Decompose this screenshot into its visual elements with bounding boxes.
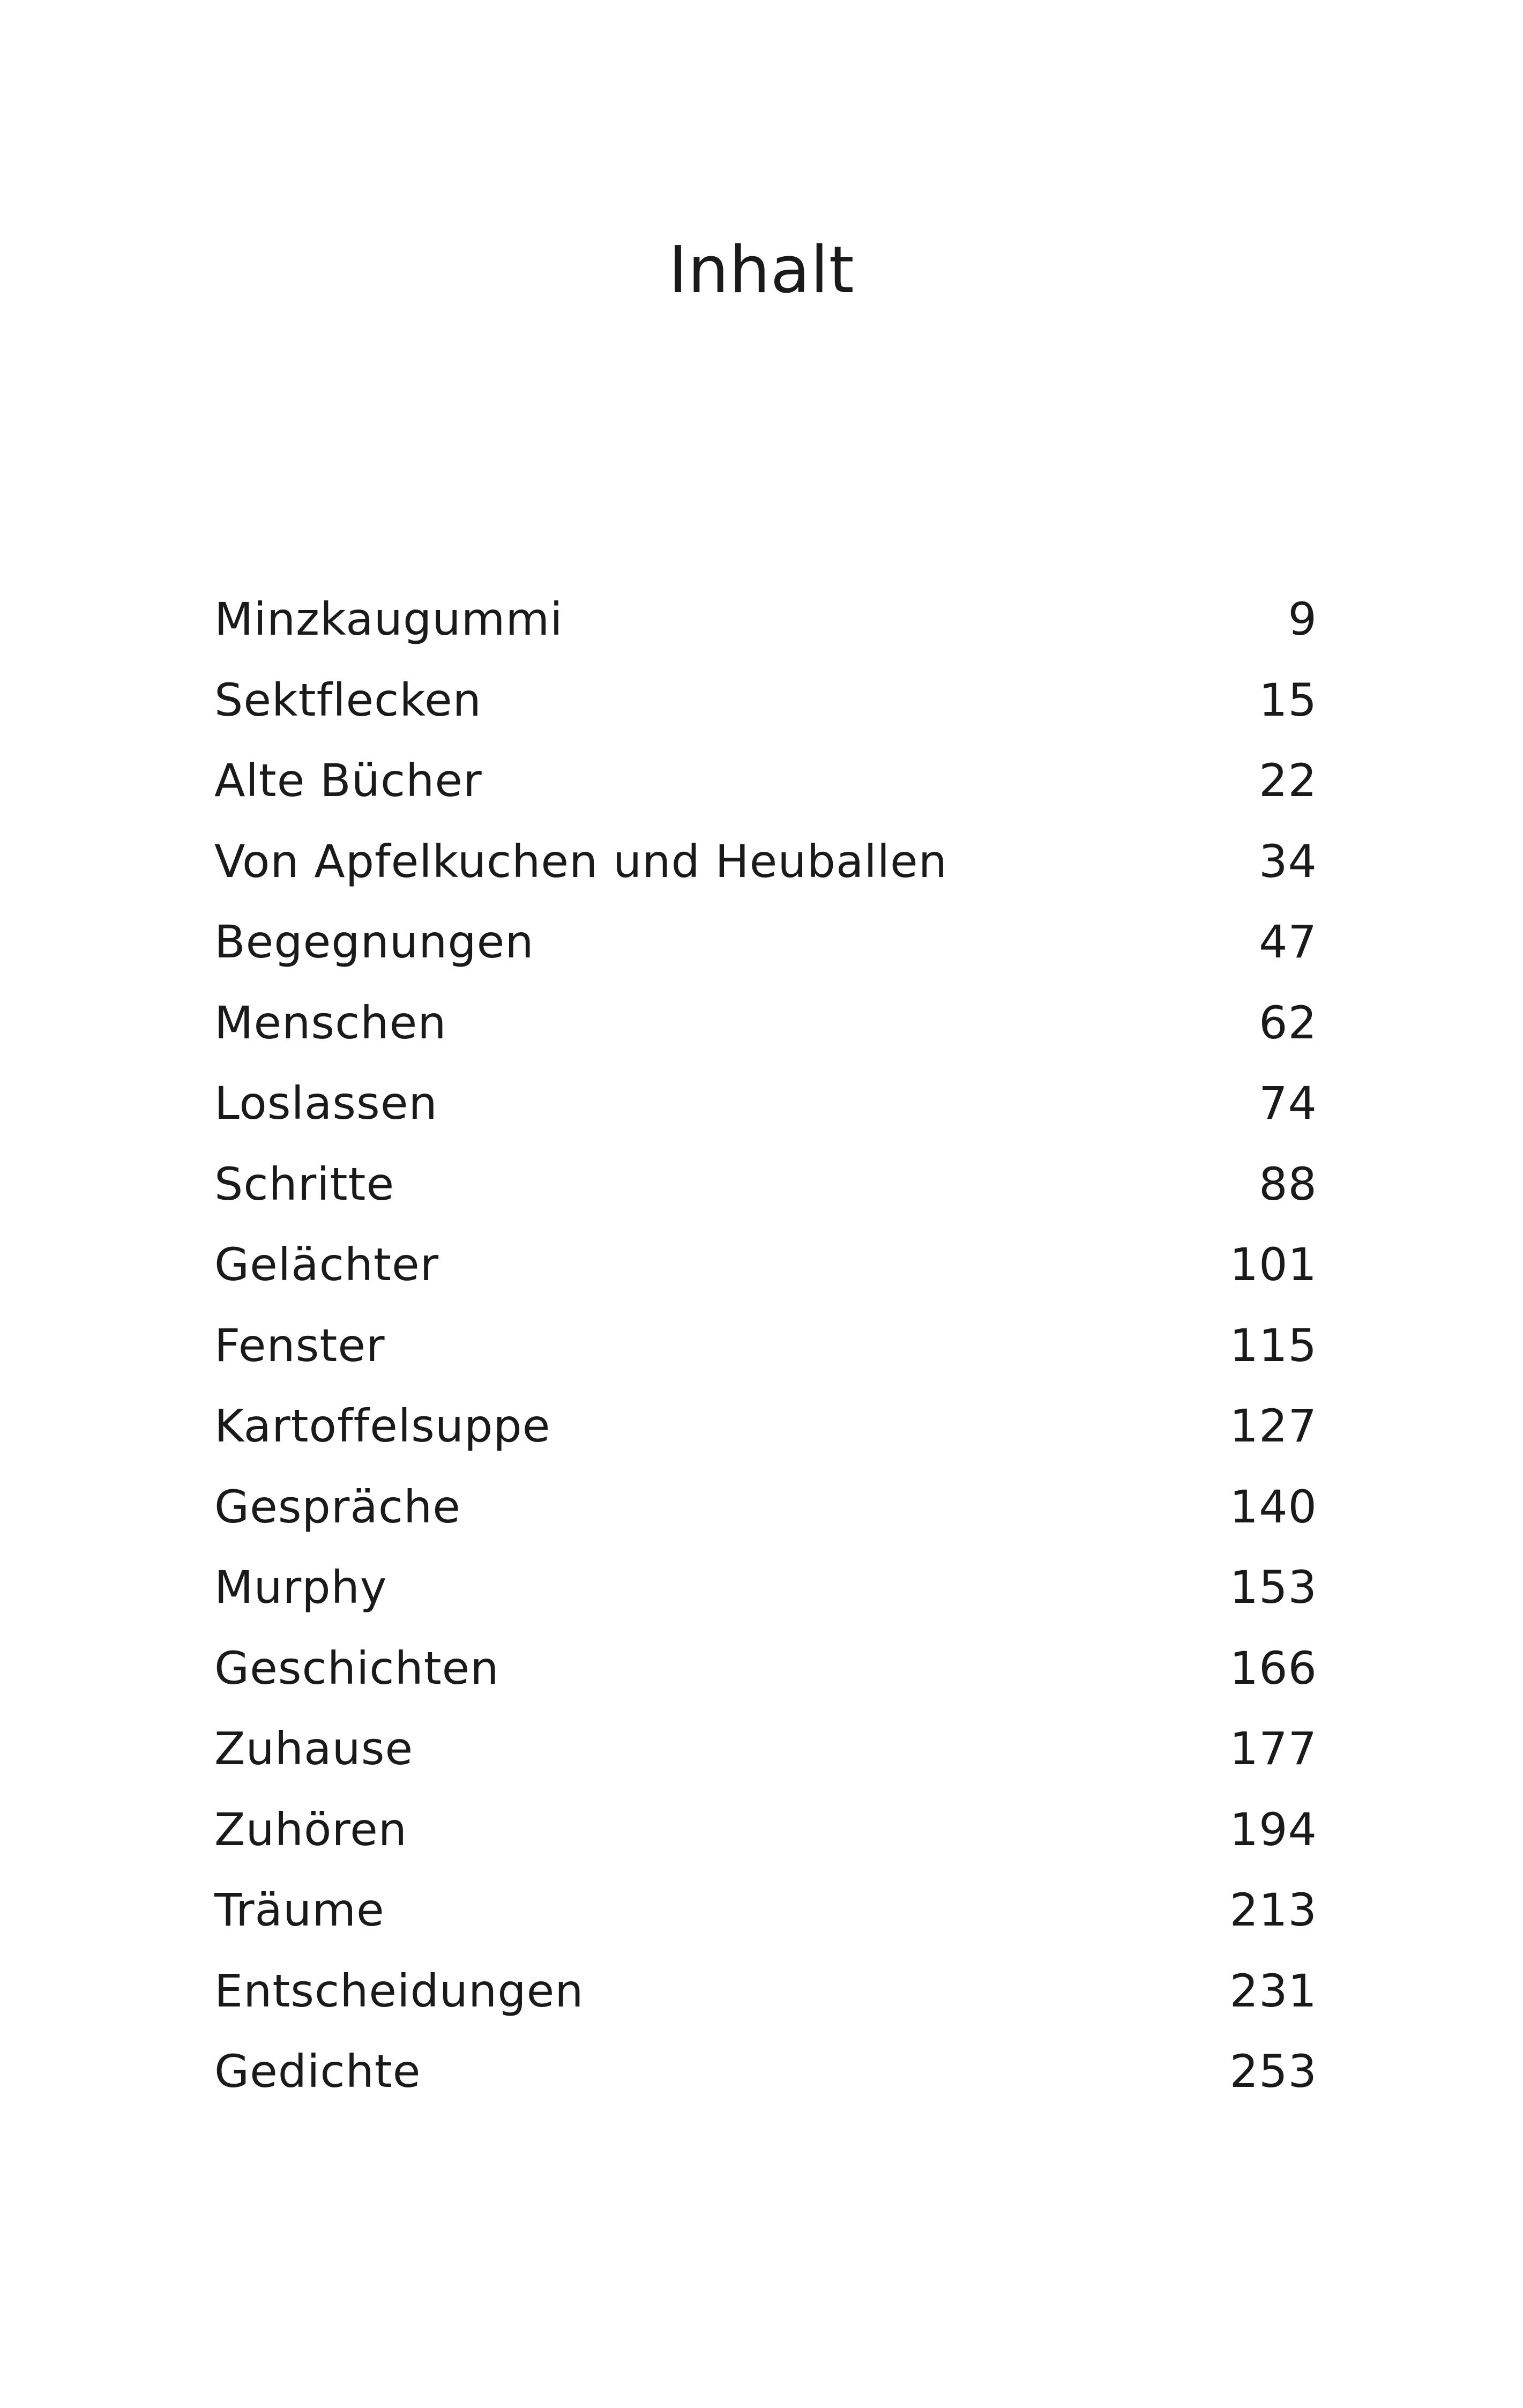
toc-entry-page-number: 231 [1229,1964,1317,2017]
toc-entry-page-number: 62 [1259,996,1317,1049]
toc-entry-page-number: 115 [1229,1319,1317,1372]
toc-entry [214,983,1317,1064]
toc-entry-page-number: 47 [1259,916,1317,968]
toc-entry-title: Fenster [214,1319,385,1372]
toc-entry-page-number: 101 [1229,1238,1317,1291]
toc-entry-page-number: 34 [1259,835,1317,888]
toc-entry [214,1305,1317,1386]
toc-entry-title: Geschichten [214,1641,499,1694]
toc-entry [214,579,1317,660]
toc-entry-title: Zuhören [214,1803,408,1856]
toc-entry-page-number: 140 [1229,1480,1317,1533]
toc-entry-page-number: 153 [1229,1561,1317,1614]
toc-entry-title: Murphy [214,1561,387,1614]
toc-entry-title: Gelächter [214,1238,439,1291]
toc-entry-title: Zuhause [214,1722,414,1775]
toc-entry-page-number: 213 [1229,1884,1317,1936]
toc-entry [214,1628,1317,1709]
toc-entry [214,902,1317,983]
toc-entry-title: Begegnungen [214,916,534,968]
toc-entry-title: Gespräche [214,1480,461,1533]
toc-entry-page-number: 9 [1288,593,1317,645]
toc-entry [214,1467,1317,1548]
toc-entry-page-number: 15 [1259,673,1317,726]
toc-entry-title: Kartoffelsuppe [214,1400,551,1452]
toc-entry-title: Von Apfelkuchen und Heuballen [214,835,947,888]
toc-entry-title: Gedichte [214,2045,421,2098]
toc-entry-title: Schritte [214,1157,395,1210]
toc-entry [214,660,1317,741]
toc-entry-page-number: 74 [1259,1077,1317,1129]
toc-entry [214,1789,1317,1870]
toc-entry-page-number: 166 [1229,1641,1317,1694]
toc-entry-title: Sektflecken [214,673,482,726]
toc-entry-title: Loslassen [214,1077,438,1129]
toc-heading: Inhalt [668,233,855,308]
toc-entry [214,1386,1317,1467]
toc-entry [214,1547,1317,1628]
toc-entry [214,1870,1317,1951]
toc-entry-title: Träume [214,1884,385,1936]
toc-entry [214,1951,1317,2032]
toc-entry [214,1224,1317,1305]
toc-entry [214,821,1317,902]
toc-entry-title: Alte Bücher [214,754,482,807]
toc-entry-title: Minzkaugummi [214,593,563,645]
toc-entry-page-number: 22 [1259,754,1317,807]
toc-list [214,579,1317,2112]
toc-entry-title: Menschen [214,996,447,1049]
toc-entry-page-number: 127 [1229,1400,1317,1452]
toc-entry-page-number: 253 [1229,2045,1317,2098]
toc-entry-page-number: 88 [1259,1157,1317,1210]
toc-entry-page-number: 194 [1229,1803,1317,1856]
toc-entry [214,1063,1317,1144]
toc-entry-title: Entscheidungen [214,1964,584,2017]
toc-entry [214,2031,1317,2112]
toc-entry [214,740,1317,821]
toc-entry [214,1144,1317,1225]
toc-entry-page-number: 177 [1229,1722,1317,1775]
toc-entry [214,1708,1317,1789]
